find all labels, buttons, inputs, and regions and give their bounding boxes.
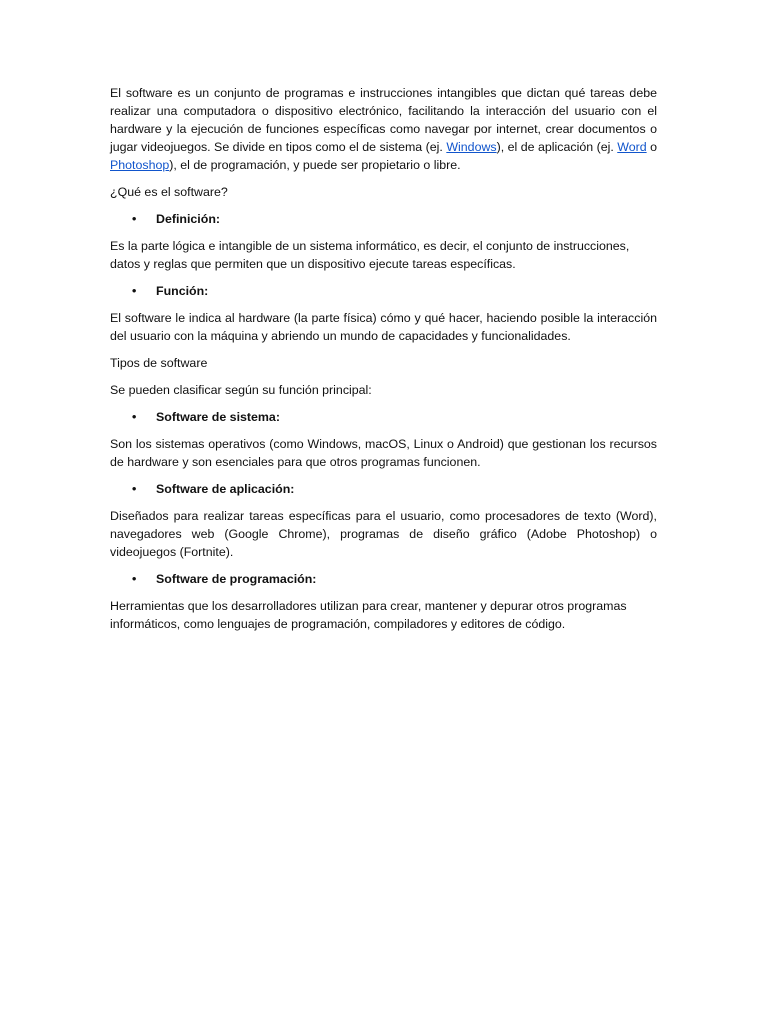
tipos-intro: Se pueden clasificar según su función principal: <box>110 383 372 397</box>
photoshop-link[interactable]: Photoshop <box>110 158 170 172</box>
word-link[interactable]: Word <box>617 140 647 154</box>
programacion-label: Software de programación: <box>156 572 317 586</box>
intro-paragraph <box>110 84 657 174</box>
aplicacion-text: Diseñados para realizar tareas específicas para el usuario, como procesadores de texto (Word), navegadores web (Google Chrome), programas de diseño gráfico (Adobe Photoshop) o videojuegos (Fortnite). <box>110 509 657 559</box>
bullet-programacion <box>110 570 657 588</box>
bullet-dot: • <box>132 572 137 586</box>
sistema-text: Son los sistemas operativos (como Windows, macOS, Linux o Android) que gestionan los recursos de hardware y son esenciales para que otros programas funcionen. <box>110 437 657 469</box>
aplicacion-label: Software de aplicación: <box>156 482 295 496</box>
bullet-dot: • <box>132 482 137 496</box>
intro-text-4: ), el de programación, y puede ser propietario o libre. <box>169 158 461 172</box>
funcion-label: Función: <box>156 284 209 298</box>
sistema-label: Software de sistema: <box>156 410 280 424</box>
programacion-text: Herramientas que los desarrolladores utilizan para crear, mantener y depurar otros programas informáticos, como lenguajes de programación, compiladores y editores de código. <box>110 599 627 631</box>
bullet-dot: • <box>132 284 137 298</box>
funcion-text: El software le indica al hardware (la parte física) cómo y qué hacer, haciendo posible la interacción del usuario con la máquina y abriendo un mundo de capacidades y funcionalidades. <box>110 311 657 343</box>
document-page <box>110 84 657 642</box>
definicion-text: Es la parte lógica e intangible de un sistema informático, es decir, el conjunto de instrucciones, datos y reglas que permiten que un dispositivo ejecute tareas específicas. <box>110 239 630 271</box>
bullet-dot: • <box>132 410 137 424</box>
windows-link[interactable]: Windows <box>446 140 497 154</box>
bullet-funcion <box>110 282 657 300</box>
tipos-heading: Tipos de software <box>110 356 208 370</box>
bullet-definicion <box>110 210 657 228</box>
bullet-dot: • <box>132 212 137 226</box>
bullet-aplicacion <box>110 480 657 498</box>
intro-text-1: El software es un conjunto de programas e instrucciones intangibles que dictan qué tareas debe realizar una computadora o dispositivo electrónico, facilitando la interacción del usuario con el hardware y la ejecución de funciones específicas como navegar por internet, crear documentos o jugar videojuegos. Se divide en tipos como el de sistema (ej. <box>110 86 657 154</box>
intro-text-2: ), el de aplicación (ej. <box>496 140 618 154</box>
definicion-label: Definición: <box>156 212 221 226</box>
intro-text-3: o <box>646 140 657 154</box>
bullet-sistema <box>110 408 657 426</box>
question-heading: ¿Qué es el software? <box>110 185 228 199</box>
